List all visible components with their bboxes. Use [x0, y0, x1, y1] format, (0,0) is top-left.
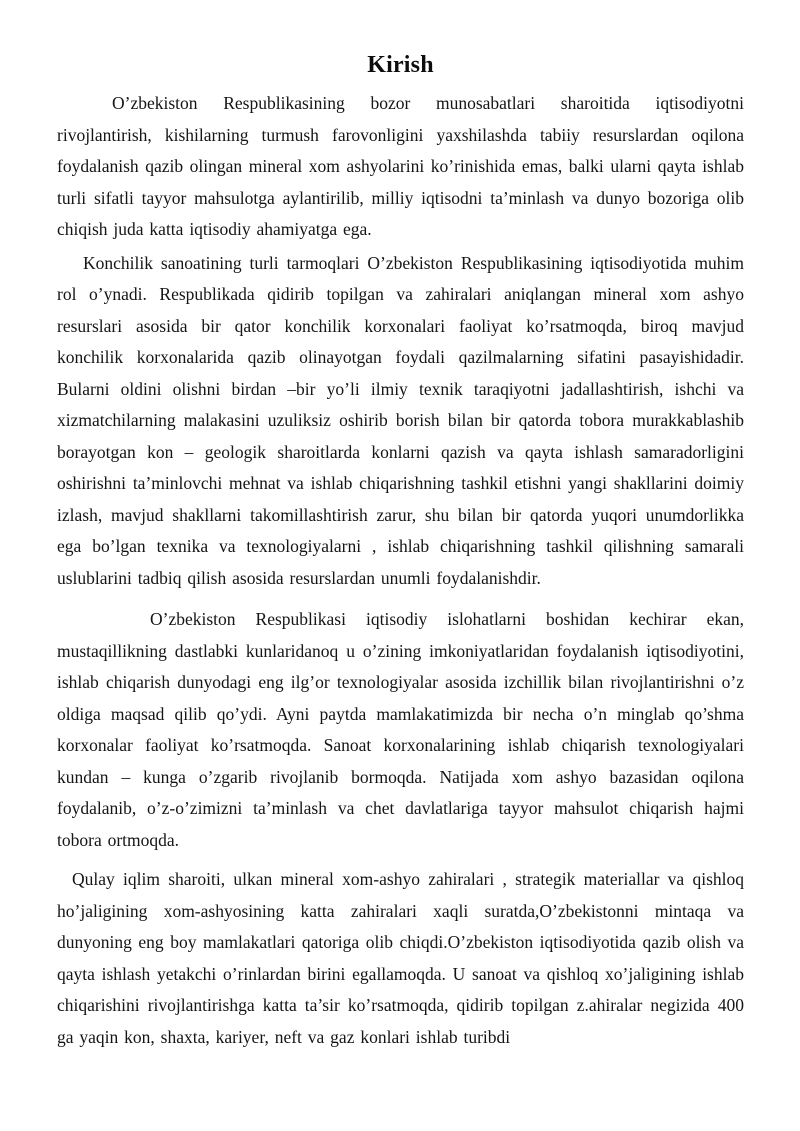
paragraph-economic-reforms: O’zbekiston Respublikasi iqtisodiy islohatlarni boshidan kechirar ekan, mustaqillikning dastlabki kunlaridanoq u o’zining imkoniyatlaridan foydalanish iqtisodiyotini, ishlab chiqarish dunyodagi eng ilg’or texnologiyalar asosida izchillik bilan rivojlantirishni o’z oldiga maqsad qilib qo’ydi. Ayni paytda mamlakatimizda bir necha o’n minglab qo’shma korxonalar faoliyat ko’rsatmoqda. Sanoat korxonalarining ishlab chiqarish texnologiyalari kundan – kunga o’zgarib rivojlanib bormoqda. Natijada xom ashyo bazasidan oqilona foydalanib, o’z-o’zimizni ta’minlash va chet davlatlariga tayyor mahsulot chiqarish hajmi tobora ortmoqda.: [57, 609, 744, 850]
document-title: Kirish: [367, 52, 434, 78]
paragraph-mining-industry: Konchilik sanoatining turli tarmoqlari O’zbekiston Respublikasining iqtisodiyotida muhim rol o’ynadi. Respublikada qidirib topilgan va zahiralari aniqlangan mineral xom ashyo resurslari asosida bir qator konchilik korxonalari faoliyat ko’rsatmoqda, biroq mavjud konchilik korxonalarida qazib olinayotgan foydali qazilmalarning sifatini pasayishidadir. Bularni oldini olishni birdan –bir yo’li ilmiy texnik taraqiyotni jadallashtirish, ishchi va xizmatchilarning malakasini uzuliksiz oshirib borish bilan bir qatorda tobora murakkablashib borayotgan kon – geologik sharoitlarda konlarni qazish va qayta ishlash samaradorligini oshirishni ta’minlovchi mehnat va ishlab chiqarishning tashkil etishni yangi shakllarini doimiy izlash, mavjud shakllarni takomillashtirish zarur, shu bilan bir qatorda yuqori unumdorlikka ega bo’lgan texnika va texnologiyalarni , ishlab chiqarishning tashkil qilishning samarali uslublarini tadbiq qilish asosida resurslardan unumli foydalanishdir.: [57, 252, 744, 588]
paragraph-intro: O’zbekiston Respublikasining bozor munosabatlari sharoitida iqtisodiyotni rivojlantirish, kishilarning turmush farovonligini yaxshilashda tabiiy resurslardan oqilona foydalanish qazib olingan mineral xom ashyolarini ko’rinishida emas, balki ularni qayta ishlab turli sifatli tayyor mahsulotga aylantirilib, milliy iqtisodni ta’minlash va dunyo bozoriga olib chiqish juda katta iqtisodiy ahamiyatga ega.: [57, 93, 744, 239]
paragraph-resources: Qulay iqlim sharoiti, ulkan mineral xom-ashyo zahiralari , strategik materiallar va qishloq ho’jaligining xom-ashyosining katta zahiralari xaqli suratda,O’zbekistonni mintaqa va dunyoning eng boy mamlakatlari qatoriga olib chiqdi.O’zbekiston iqtisodiyotida qazib olish va qayta ishlash yetakchi o’rinlardan birini egallamoqda. U sanoat va qishloq xo’jaligining ishlab chiqarishini rivojlantirishga katta ta’sir ko’rsatmoqda, qidirib topilgan z.ahiralar negizida 400 ga yaqin kon, shaxta, kariyer, neft va gaz konlari ishlab turibdi: [57, 869, 744, 1047]
